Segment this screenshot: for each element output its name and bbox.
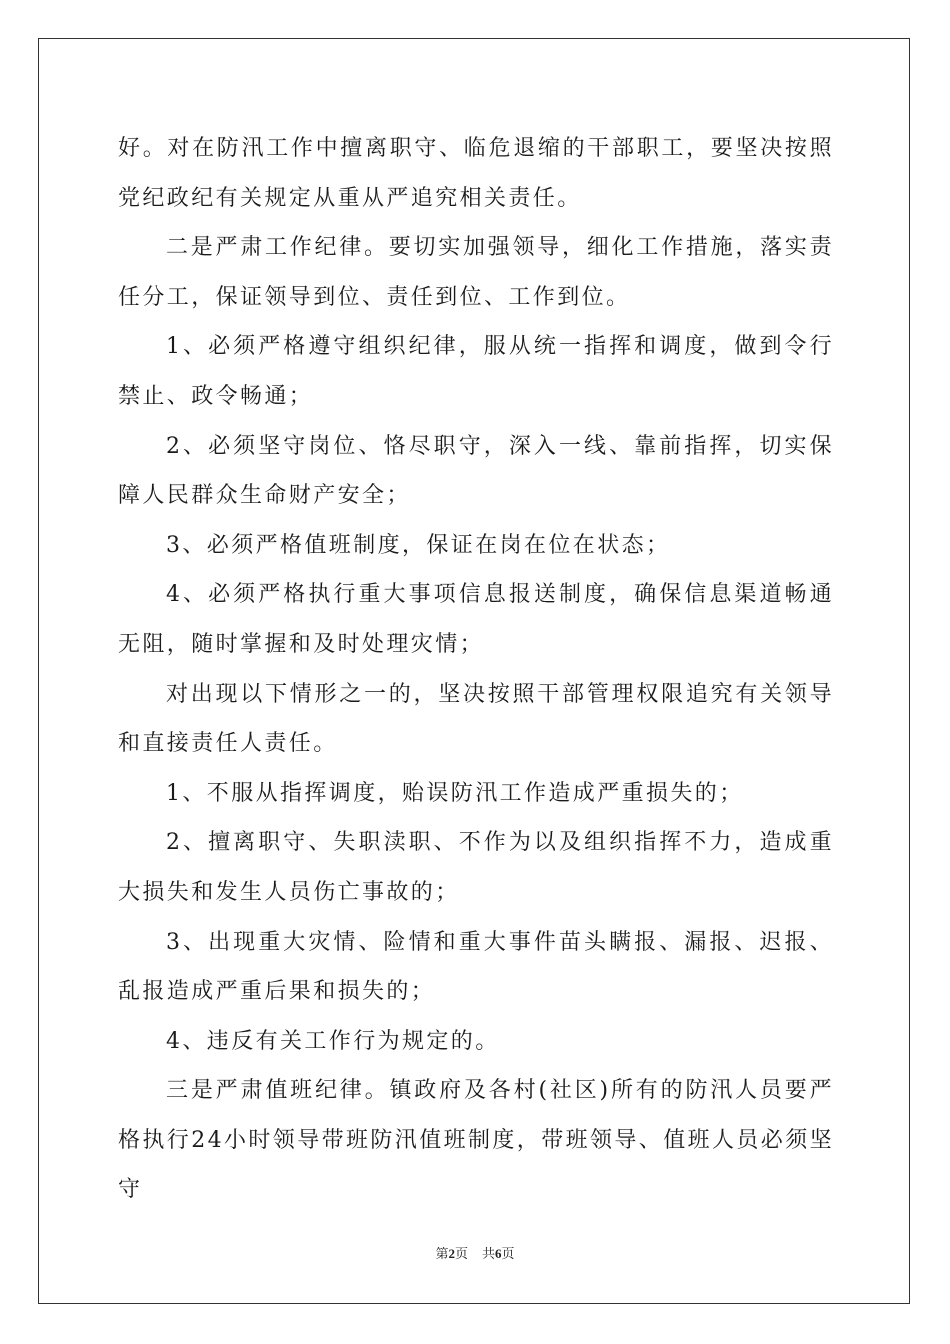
page-current: 2 bbox=[448, 1246, 455, 1261]
page-total-label bbox=[482, 1246, 515, 1261]
paragraph: 4、违反有关工作行为规定的。 bbox=[166, 1028, 500, 1054]
page-suffix: 页 bbox=[454, 1246, 468, 1261]
paragraph: 2、擅离职守、失职渎职、不作为以及组织指挥不力，造成重大损失和发生人员伤亡事故的； bbox=[118, 830, 834, 905]
paragraph: 好。对在防汛工作中擅离职守、临危退缩的干部职工，要坚决按照党纪政纪有关规定从重从严追究相关责任。 bbox=[118, 136, 834, 211]
page-number-label bbox=[435, 1246, 468, 1261]
paragraph: 2、必须坚守岗位、恪尽职守，深入一线、靠前指挥，切实保障人民群众生命财产安全； bbox=[118, 433, 834, 509]
paragraph: 4、必须严格执行重大事项信息报送制度，确保信息渠道畅通无阻，随时掌握和及时处理灾情； bbox=[118, 582, 834, 657]
paragraph: 二是严肃工作纪律。要切实加强领导，细化工作措施，落实责任分工，保证领导到位、责任到位、工作到位。 bbox=[118, 235, 834, 310]
paragraph: 1、不服从指挥调度，贻误防汛工作造成严重损失的； bbox=[166, 780, 744, 806]
total-prefix: 共 bbox=[482, 1246, 496, 1261]
document-body bbox=[118, 124, 834, 1215]
paragraph: 3、出现重大灾情、险情和重大事件苗头瞒报、漏报、迟报、乱报造成严重后果和损失的； bbox=[118, 929, 834, 1005]
page-total: 6 bbox=[495, 1246, 502, 1261]
paragraph: 对出现以下情形之一的，坚决按照干部管理权限追究有关领导和直接责任人责任。 bbox=[118, 681, 834, 757]
page-prefix: 第 bbox=[435, 1246, 449, 1261]
total-suffix: 页 bbox=[501, 1246, 515, 1261]
paragraph: 3、必须严格值班制度，保证在岗在位在状态； bbox=[166, 532, 671, 558]
page-footer bbox=[0, 1245, 950, 1263]
paragraph: 三是严肃值班纪律。镇政府及各村(社区)所有的防汛人员要严格执行24小时领导带班防汛值班制度，带班领导、值班人员必须坚守 bbox=[118, 1078, 834, 1203]
paragraph: 1、必须严格遵守组织纪律，服从统一指挥和调度，做到令行禁止、政令畅通； bbox=[118, 334, 834, 409]
